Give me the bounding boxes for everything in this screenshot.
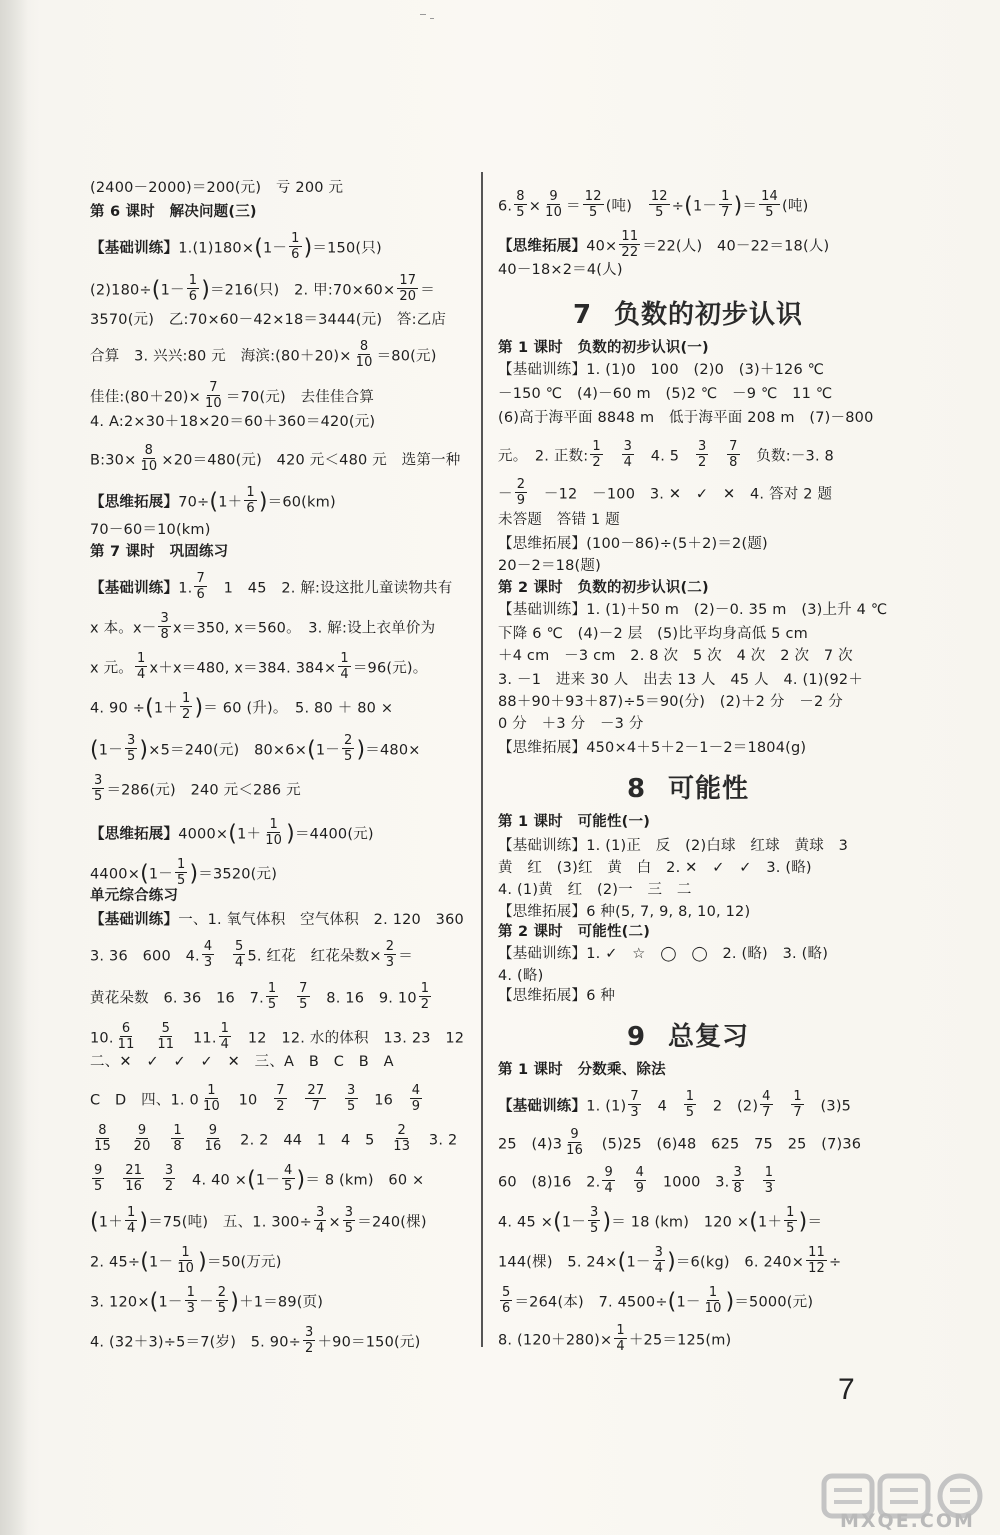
- answer-line: 合算 3. 兴兴:80 元 海滨:(80＋20)× $\frac{8}{10}$ ＝80(元): [90, 339, 437, 370]
- answer-line: $\frac{8}{15}$ $\frac{9}{20}$ $\frac{1}{8}$ $\frac{9}{16}$ 2. 2 44 1 4 5 $\frac{2}{13}$ 3. 2: [94, 1123, 458, 1154]
- answer-line: 【思维拓展】6 种(5, 7, 9, 8, 10, 12): [498, 904, 751, 920]
- lesson-heading: 第 1 课时 分数乘、除法: [498, 1062, 666, 1078]
- answer-line: 20－2＝18(题): [498, 558, 601, 574]
- answer-line: (6)高于海平面 8848 m 低于海平面 208 m (7)－800: [498, 410, 874, 426]
- answer-line: 【思维拓展】70÷(1＋ $\frac{1}{6}$ )＝60(km): [90, 485, 336, 516]
- answer-line: 10. $\frac{6}{11}$ $\frac{5}{11}$ 11. $\frac{1}{4}$ 12 12. 水的体积 13. 23 12: [90, 1021, 465, 1052]
- answer-line: x 元。 $\frac{1}{4}$ x＋x＝480, x＝384. 384× $\frac{1}{4}$ ＝96(元)。: [90, 651, 428, 682]
- scan-mark: [420, 14, 426, 15]
- answer-line: 【基础训练】1. $\frac{7}{6}$ 1 45 2. 解:设这批儿童读物共有: [90, 571, 453, 602]
- section-heading-8: 8 可能性: [626, 774, 750, 804]
- answer-line: 【基础训练】1.(1)180×(1－ $\frac{1}{6}$ )＝150(只): [90, 231, 382, 262]
- answer-line: B:30× $\frac{8}{10}$ ×20＝480(元) 420 元＜480 元 选第一种: [90, 443, 461, 474]
- answer-line: 【基础训练】1. (1)0 100 (2)0 (3)＋126 ℃: [498, 362, 825, 378]
- answer-line: x 本。x－ $\frac{3}{8}$ x＝350, x＝560。 3. 解:设上衣单价为: [90, 611, 436, 642]
- answer-line: 佳佳:(80＋20)× $\frac{7}{10}$ ＝70(元) 去佳佳合算: [90, 380, 375, 411]
- answer-line: 【基础训练】1. (1)正 反 (2)白球 红球 黄球 3: [498, 838, 849, 854]
- answer-line: 二、✕ ✓ ✓ ✓ ✕ 三、A B C B A: [90, 1054, 394, 1070]
- answer-line: (1＋ $\frac{1}{4}$ )＝75(吨) 五、1. 300÷ $\frac{3}{4}$ × $\frac{3}{5}$ ＝240(棵): [90, 1205, 427, 1236]
- answer-line: 70－60＝10(km): [90, 522, 211, 538]
- scan-mark: [430, 18, 434, 19]
- answer-line: 未答题 答错 1 题: [498, 512, 620, 528]
- answer-line: 【思维拓展】6 种: [498, 988, 616, 1004]
- answer-line: 4. A:2×30＋18×20＝60＋360＝420(元): [90, 414, 376, 430]
- answer-line: 40－18×2＝4(人): [498, 262, 623, 278]
- lesson-heading: 第 1 课时 可能性(一): [498, 814, 651, 830]
- answer-line: $\frac{3}{5}$ ＝286(元) 240 元＜286 元: [94, 773, 301, 804]
- answer-line: 【基础训练】一、1. 氧气体积 空气体积 2. 120 360: [90, 912, 464, 928]
- answer-line: 4. 45 ×(1－ $\frac{3}{5}$ )＝ 18 (km) 120 ×(1＋ $\frac{1}{5}$ )＝: [498, 1205, 823, 1236]
- answer-line: 【思维拓展】4000×(1＋ $\frac{1}{10}$ )＝4400(元): [90, 817, 374, 848]
- lesson-heading: 第 2 课时 负数的初步认识(二): [498, 580, 709, 596]
- answer-line: 8. (120＋280)× $\frac{1}{4}$ ＋25＝125(m): [498, 1323, 732, 1354]
- answer-line: 黄 红 (3)红 黄 白 2. ✕ ✓ ✓ 3. (略): [498, 860, 812, 876]
- lesson-heading: 第 2 课时 可能性(二): [498, 924, 651, 940]
- answer-line: 4. (略): [498, 968, 544, 984]
- answer-line: 25 (4)3 $\frac{9}{16}$ (5)25 (6)48 625 75 25 (7)36: [498, 1127, 862, 1158]
- answer-line: 0 分 ＋3 分 －3 分: [498, 716, 644, 732]
- answer-line: 黄花朵数 6. 36 16 7. $\frac{1}{5}$ $\frac{7}{5}$ 8. 16 9. 10 $\frac{1}{2}$: [90, 981, 430, 1012]
- answer-line: 3570(元) 乙:70×60－42×18＝3444(元) 答:乙店: [90, 312, 447, 328]
- answer-line: － $\frac{2}{9}$ －12 －100 3. ✕ ✓ ✕ 4. 答对 2 题: [498, 477, 833, 508]
- answer-line: (2400－2000)＝200(元) 亏 200 元: [90, 180, 344, 196]
- answer-line: 元。 2. 正数: $\frac{1}{2}$ $\frac{3}{4}$ 4. 5 $\frac{3}{2}$ $\frac{7}{8}$ 负数:－3. 8: [498, 439, 834, 470]
- answer-line: 【基础训练】1. (1) $\frac{7}{3}$ 4 $\frac{1}{5}$ 2 (2) $\frac{4}{7}$ $\frac{1}{7}$ (3)5: [498, 1089, 852, 1120]
- section-heading-9: 9 总复习: [626, 1022, 750, 1052]
- answer-line: 88＋90＋93＋87)÷5＝90(分) (2)＋2 分 －2 分: [498, 694, 843, 710]
- watermark-text: MXQE.COM: [840, 1510, 975, 1532]
- answer-line: (2)180÷(1－ $\frac{1}{6}$ )＝216(只) 2. 甲:70×60× $\frac{17}{20}$ ＝: [90, 273, 435, 304]
- lesson-heading: 单元综合练习: [90, 888, 179, 904]
- lesson-heading: 第 1 课时 负数的初步认识(一): [498, 340, 709, 356]
- answer-line: 144(棵) 5. 24×(1－ $\frac{3}{4}$ )＝6(kg) 6. 240× $\frac{11}{12}$ ÷: [498, 1245, 842, 1276]
- answer-line: 2. 45÷(1－ $\frac{1}{10}$ )＝50(万元): [90, 1245, 282, 1276]
- lesson-heading: 第 6 课时 解决问题(三): [90, 204, 257, 220]
- answer-line: (1－ $\frac{3}{5}$ )×5＝240(元) 80×6×(1－ $\frac{2}{5}$ )＝480×: [90, 733, 421, 764]
- answer-line: 【基础训练】1. (1)＋50 m (2)－0. 35 m (3)上升 4 ℃: [498, 602, 888, 618]
- answer-line: 3. 36 600 4. $\frac{4}{3}$ $\frac{5}{4}$ 5. 红花 红花朵数× $\frac{2}{3}$ ＝: [90, 939, 413, 970]
- column-divider: [481, 172, 483, 1347]
- answer-line: 6. $\frac{8}{5}$ × $\frac{9}{10}$ ＝ $\frac{12}{5}$ (吨) $\frac{12}{5}$ ÷(1－ $\frac{1}{7}$ )＝ $\frac{14}{5}$ (吨): [498, 189, 809, 220]
- answer-line: 3. －1 进来 30 人 出去 13 人 45 人 4. (1)(92＋: [498, 672, 864, 688]
- lesson-heading: 第 7 课时 巩固练习: [90, 544, 229, 560]
- answer-line: 【基础训练】1. ✓ ☆ ◯ ◯ 2. (略) 3. (略): [498, 946, 829, 962]
- answer-line: 60 (8)16 2. $\frac{9}{4}$ $\frac{4}{9}$ 1000 3. $\frac{3}{8}$ $\frac{1}{3}$: [498, 1165, 774, 1196]
- page-spine-shadow: [0, 0, 28, 1535]
- answer-line: 4. (32＋3)÷5＝7(岁) 5. 90÷ $\frac{3}{2}$ ＋90＝150(元): [90, 1325, 421, 1356]
- answer-line: 4. (1)黄 红 (2)一 三 二: [498, 882, 692, 898]
- answer-line: 3. 120×(1－ $\frac{1}{3}$ － $\frac{2}{5}$ )＋1＝89(页): [90, 1285, 324, 1316]
- answer-line: 【思维拓展】(100－86)÷(5＋2)＝2(题): [498, 536, 768, 552]
- page-number: 7: [838, 1373, 855, 1406]
- answer-line: 下降 6 ℃ (4)－2 层 (5)比平均身高低 5 cm: [498, 626, 808, 642]
- answer-line: 4400×(1－ $\frac{1}{5}$ )＝3520(元): [90, 857, 278, 888]
- answer-line: 【思维拓展】40× $\frac{11}{22}$ ＝22(人) 40－22＝18(人): [498, 229, 830, 260]
- answer-line: ＋4 cm －3 cm 2. 8 次 5 次 4 次 2 次 7 次: [498, 648, 853, 664]
- answer-line: －150 ℃ (4)－60 m (5)2 ℃ －9 ℃ 11 ℃: [498, 386, 833, 402]
- section-heading-7: 7 负数的初步认识: [572, 300, 804, 330]
- answer-line: $\frac{5}{6}$ ＝264(本) 7. 4500÷(1－ $\frac{1}{10}$ )＝5000(元): [502, 1285, 814, 1316]
- answer-line: C D 四、1. 0 $\frac{1}{10}$ 10 $\frac{7}{2}$ $\frac{27}{7}$ $\frac{3}{5}$ 16 $\frac{4}{9}$: [90, 1083, 421, 1114]
- answer-line: 【思维拓展】450×4＋5＋2－1－2＝1804(g): [498, 740, 807, 756]
- answer-line: $\frac{9}{5}$ $\frac{21}{16}$ $\frac{3}{2}$ 4. 40 ×(1－ $\frac{4}{5}$ )＝ 8 (km) 60 ×: [94, 1163, 425, 1194]
- answer-line: 4. 90 ÷(1＋ $\frac{1}{2}$ )＝ 60 (升)。 5. 80 ＋ 80 ×: [90, 691, 394, 722]
